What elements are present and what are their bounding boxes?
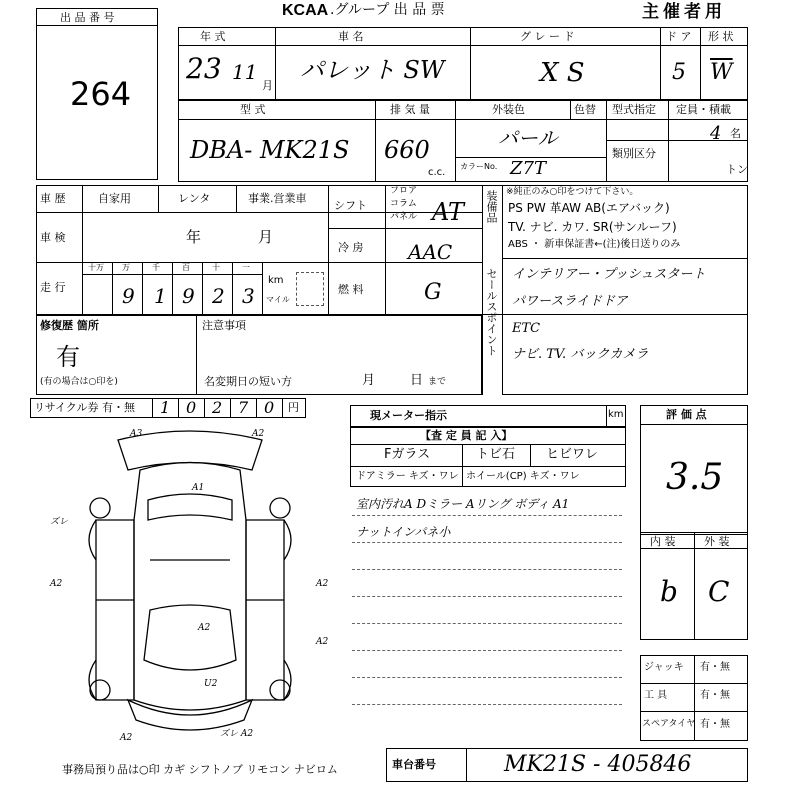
score-label: 評 価 点	[666, 408, 707, 421]
jack-value[interactable]: 有・無	[700, 662, 730, 673]
equipment-line3: ABS ・ 新車保証書←(注)後日送りのみ	[508, 239, 681, 250]
spare-value[interactable]: 有・無	[700, 719, 730, 730]
fuel-label: 燃 料	[338, 283, 364, 296]
shaken-year: 年	[186, 228, 202, 246]
organizer-label: 主催者用	[642, 2, 726, 22]
exterior-color-label: 外装色	[492, 103, 525, 116]
recycle-digit-2: 2	[212, 398, 223, 417]
sales-point-item-3: ナビ. TV. バックカメラ	[512, 347, 649, 362]
mileage-unit-0: 十万	[88, 263, 104, 272]
mileage-label: 走 行	[40, 281, 66, 294]
model-value: DBA- MK21S	[190, 136, 350, 164]
inspector-note-0: 室内汚れA Dミラー Aリング ボディ A1	[356, 497, 570, 511]
mileage-km: km	[268, 275, 284, 286]
inspector-header: 【査 定 員 記 入】	[420, 429, 513, 442]
repair-value: 有	[56, 343, 80, 371]
caution-until: まで	[428, 377, 447, 387]
model-label: 型 式	[240, 103, 266, 116]
displacement-value: 660	[384, 136, 430, 164]
color-no-value: Z7T	[510, 158, 546, 179]
history-business[interactable]: 事業.営業車	[248, 192, 307, 205]
class-label: 類別区分	[612, 147, 656, 160]
f-glass-label: Fガラス	[384, 447, 431, 462]
month-unit: 月	[262, 79, 273, 92]
recycle-digit-1: 0	[186, 398, 197, 417]
inspector-note-1: ナットインパネ小	[356, 525, 451, 539]
shift-value: AT	[432, 198, 465, 226]
ac-label: 冷 房	[338, 241, 364, 254]
score-value: 3.5	[666, 457, 724, 498]
shift-panel: パネル	[390, 212, 418, 222]
jack-label: ジャッキ	[644, 662, 684, 673]
damage-mark-a2-roof: A2	[198, 623, 211, 633]
doors-value: 5	[672, 60, 686, 85]
chassis-label: 車台番号	[392, 758, 436, 771]
exterior-color-value: パール	[498, 126, 558, 150]
history-label: 車 歴	[40, 192, 66, 205]
damage-mark-zure-left: ズレ	[50, 517, 69, 527]
shape-value: $\overline{W}$	[710, 60, 733, 85]
mileage-digit-2: 1	[154, 284, 167, 308]
displacement-label: 排 気 量	[390, 103, 430, 116]
caution-day: 日	[410, 373, 424, 388]
interior-label: 内 装	[650, 535, 676, 548]
equipment-line2: TV. ナビ. カワ. SR(サンルーフ)	[508, 220, 677, 234]
mileage-unit-3: 百	[182, 263, 190, 272]
recycle-digit-3: 7	[238, 398, 249, 417]
sales-point-item-0: インテリアー・プッシュスタート	[512, 267, 706, 282]
damage-mark-zure-rear: ズレ A2	[220, 729, 254, 739]
recycle-unit: 円	[288, 401, 299, 414]
shift-floor: フロア	[390, 186, 418, 196]
repair-note: (有の場合は○印を)	[40, 377, 118, 387]
mileage-unit-5: 一	[242, 263, 250, 272]
history-rental[interactable]: レンタ	[178, 192, 211, 205]
mileage-digit-1: 9	[122, 284, 135, 308]
caution-label: 注意事項	[202, 319, 246, 332]
mirror-label: ドアミラー キズ・ワレ	[356, 471, 459, 482]
load-unit: トン	[726, 163, 748, 176]
damage-mark-a2-right: A2	[316, 579, 329, 589]
wheel-label: ホイール(CP) キズ・ワレ	[466, 471, 580, 482]
mileage-unit-2: 千	[152, 263, 160, 272]
repair-label: 修復歴 箇所	[40, 319, 99, 332]
capacity-unit: 名	[730, 127, 741, 140]
mileage-unit-4: 十	[212, 263, 220, 272]
color-no-label: カラーNo.	[460, 162, 498, 171]
chassis-value: MK21S - 405846	[504, 752, 692, 777]
shape-label: 形 状	[708, 30, 734, 43]
damage-mark-u2: U2	[204, 679, 218, 689]
equipment-note: ※純正のみ○印をつけて下さい。	[506, 187, 639, 197]
shift-column: コラム	[390, 199, 417, 209]
interior-value: b	[660, 575, 678, 608]
year-label: 年 式	[200, 30, 226, 43]
equipment-label: 装備品	[485, 190, 498, 223]
kcaa-logo: KCAA	[282, 2, 329, 19]
mileage-digit-4: 2	[212, 284, 225, 308]
recycle-label: リサイクル券 有・無	[34, 401, 135, 414]
sales-point-item-2: ETC	[512, 321, 541, 336]
month-value: 11	[232, 60, 258, 84]
damage-mark-a2-left: A2	[50, 579, 63, 589]
damage-mark-a2-rear-left: A2	[120, 733, 133, 743]
damage-mark-a1-hood: A1	[192, 483, 205, 493]
recycle-digit-4: 0	[264, 398, 275, 417]
ac-value: AAC	[408, 240, 453, 264]
color-change-label: 色替	[574, 103, 596, 116]
doors-label: ド ア	[666, 30, 692, 43]
recycle-digit-0: 1	[160, 398, 171, 417]
tool-label: 工 具	[644, 690, 668, 701]
mileage-digit-5: 3	[242, 284, 255, 308]
caution-expire-label: 名変期日の短い方	[204, 375, 292, 388]
grade-label: グ レ ー ド	[520, 30, 575, 43]
history-own[interactable]: 自家用	[98, 192, 131, 205]
type-spec-label: 型式指定	[612, 103, 656, 116]
damage-mark-a2-rear-right: A2	[316, 637, 329, 647]
tobi-label: トビ石	[476, 447, 516, 462]
office-note: 事務局預り品は○印 カギ シフトノブ リモコン ナビロム	[62, 763, 338, 776]
lot-number-value: 264	[70, 75, 132, 113]
meter-unit: km	[608, 409, 624, 420]
grade-value: X S	[540, 58, 585, 88]
capacity-value: 4	[710, 123, 722, 144]
damage-mark-a2-front: A2	[252, 429, 265, 439]
exterior-value: C	[708, 575, 730, 608]
sales-point-item-1: パワースライドドア	[512, 294, 628, 309]
mileage-unit-1: 万	[122, 263, 130, 272]
capacity-label: 定員・積載	[676, 103, 731, 116]
caution-month: 月	[362, 373, 376, 388]
damage-mark-a3: A3	[130, 429, 143, 439]
car-name-label: 車 名	[338, 30, 364, 43]
mileage-mile: マイル	[266, 295, 290, 304]
fuel-value: G	[424, 280, 442, 305]
year-value: 23	[186, 52, 222, 85]
form-title: .グループ 出 品 票	[330, 2, 445, 18]
car-name-value: パレット SW	[300, 56, 445, 84]
lot-number-label: 出 品 番 号	[60, 11, 115, 24]
shift-label: シフト	[334, 199, 367, 212]
shaken-month: 月	[258, 228, 274, 246]
mileage-digit-3: 9	[182, 284, 195, 308]
spare-label: スペアタイヤ	[642, 719, 696, 729]
displacement-unit: c.c.	[428, 167, 446, 178]
exterior-label: 外 装	[704, 535, 730, 548]
tool-value[interactable]: 有・無	[700, 690, 730, 701]
crack-label: ヒビワレ	[546, 447, 599, 462]
equipment-line1: PS PW 革AW AB(エアバック)	[508, 201, 670, 215]
sales-point-label: セールスポイント	[485, 268, 498, 356]
meter-label: 現メーター指示	[370, 409, 447, 422]
shaken-label: 車 検	[40, 231, 66, 244]
